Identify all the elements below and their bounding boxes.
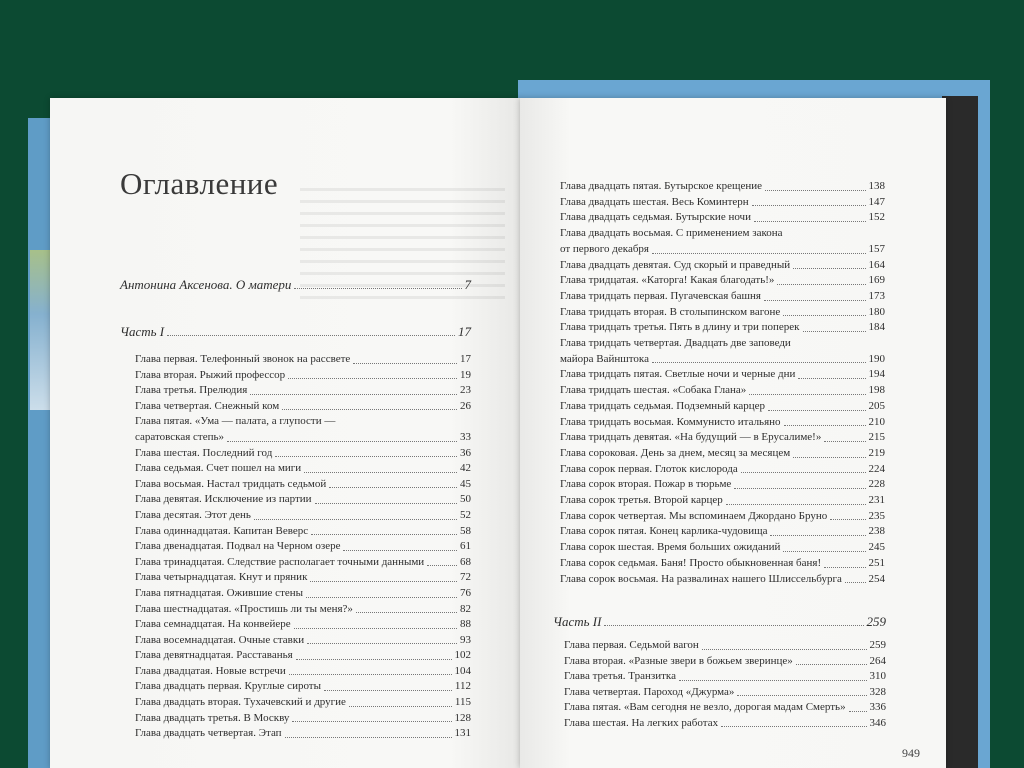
toc-entry-title: Глава двадцать третья. В Москву [135,711,290,724]
toc-entry-page: 194 [868,368,885,381]
dot-leader [604,625,863,626]
toc-entry-title: Глава сорок седьмая. Баня! Просто обыкновенная баня! [560,556,822,569]
toc-entry [135,539,471,555]
toc-entry-title: Глава сорок вторая. Пожар в тюрьме [560,478,732,491]
dot-leader [292,721,451,722]
toc-entry [135,492,471,508]
toc-entry-page: 45 [460,477,471,490]
toc-entry [135,726,471,742]
dot-leader [167,335,455,336]
toc-entry-page: 152 [868,211,885,224]
toc-entry-title: Глава двадцать девятая. Суд скорый и праведный [560,258,791,271]
toc-entry [135,570,471,586]
toc-entry [560,477,885,493]
toc-entry-title: Глава сорок четвертая. Мы вспоминаем Джордано Бруно [560,509,828,522]
dot-leader [343,550,457,551]
dot-leader [427,565,457,566]
toc-entry-title: Глава одиннадцатая. Капитан Веверс [135,524,309,537]
toc-entry-page: 131 [454,727,471,740]
toc-entry [135,477,471,493]
toc-entry-page: 254 [868,572,885,585]
toc-entry-page: 245 [868,541,885,554]
toc-entry [560,305,885,321]
dot-leader [764,300,866,301]
toc-entry [560,446,885,462]
toc-entry-page: 328 [869,685,886,698]
toc-entry [560,383,885,399]
dot-leader [824,441,865,442]
toc-entry [135,602,471,618]
dot-leader [824,567,865,568]
toc-entry-title: Глава шестая. Последний год [135,446,273,459]
toc-entry-title: Часть II [553,614,602,629]
toc-entry-title: Глава сорок пятая. Конец карлика-чудовища [560,525,768,538]
toc-entry-page: 72 [460,571,471,584]
toc-entry-title: Глава пятая. «Вам сегодня не везло, дорогая мадам Смерть» [564,701,846,713]
toc-entry [135,555,471,571]
toc-entry-title: Глава семнадцатая. На конвейере [135,618,291,631]
toc-entry-title: Глава тридцать шестая. «Собака Глана» [560,384,747,397]
toc-entry-title: саратовская степь» [135,430,225,443]
dot-leader [296,659,452,660]
toc-entry-title: Глава сорок третья. Второй карцер [560,494,723,507]
toc-entry-title: Глава тридцать девятая. «На будущий — в Ерусалиме!» [560,431,822,444]
toc-entry-page: 310 [869,670,886,682]
toc-entry-title: Глава тридцать вторая. В столыпинском вагоне [560,305,781,318]
toc-entry-page: 76 [460,586,471,599]
toc-entry-page: 58 [460,524,471,537]
toc-entry-page: 259 [866,614,886,629]
dot-leader [294,628,457,629]
toc-entry [135,508,471,524]
toc-entry [135,695,471,711]
toc-entry [135,633,471,649]
toc-entry [560,399,885,415]
toc-entry: Глава тридцать четвертая. Двадцать две заповеди [560,337,791,350]
toc-entry [560,179,885,195]
toc-entry-page: 184 [868,321,885,334]
toc-entry-title: Глава четырнадцатая. Кнут и пряник [135,571,308,584]
dot-leader [275,456,457,457]
toc-entry-page: 231 [868,494,885,507]
toc-entry [560,430,885,446]
dot-leader [770,535,865,536]
toc-entry [564,700,886,716]
toc-entry-title: Глава тринадцатая. Следствие располагает точными данными [135,555,425,568]
toc-entry [560,540,885,556]
dot-leader [254,519,457,520]
toc-entry-title: Глава тридцатая. «Каторга! Какая благодать!» [560,274,775,287]
toc-list-part2 [564,638,886,731]
toc-entry-title: Глава тридцать пятая. Светлые ночи и черные дни [560,368,796,381]
toc-entry-page: 17 [460,353,471,365]
dot-leader [783,315,865,316]
toc-entry-title: Глава двенадцатая. Подвал на Черном озере [135,540,341,553]
toc-entry-page: 23 [460,384,471,397]
toc-entry-page: 238 [868,525,885,538]
toc-entry-title: Глава двадцать шестая. Весь Коминтерн [560,195,749,208]
toc-entry-page: 235 [868,509,885,522]
toc-entry-page: 128 [454,711,471,724]
dot-leader [793,457,865,458]
dot-leader [652,362,866,363]
toc-entry-page: 180 [868,305,885,318]
toc-entry [135,617,471,633]
toc-entry-page: 102 [454,649,471,662]
toc-entry-title: Глава двадцать седьмая. Бутырские ночи [560,211,751,224]
toc-entry-title: Глава четвертая. Снежный ком [135,399,280,412]
toc-entry-page: 198 [868,384,885,397]
toc-entry [135,664,471,680]
toc-entry [560,493,885,509]
dot-leader [754,221,866,222]
dot-leader [652,253,866,254]
toc-entry-title: Глава тридцать третья. Пять в длину и три поперек [560,321,800,334]
toc-entry-page: 264 [869,654,886,667]
dot-leader [726,504,866,505]
toc-entry [560,509,885,525]
toc-entry-title: Глава сорок шестая. Время больших ожиданий [560,541,781,554]
toc-entry-page: 82 [460,602,471,615]
toc-entry-page: 17 [458,324,471,339]
toc-entry-page: 26 [460,399,471,412]
dot-leader [679,680,867,681]
toc-entry-page: 68 [460,555,471,568]
toc-entry-title: Глава тридцать седьмая. Подземный карцер [560,399,766,412]
page-number: 949 [902,746,920,760]
toc-entry-title: майора Вайнштока [560,352,649,365]
toc-entry-page: 19 [460,368,471,381]
toc-entry [135,446,471,462]
toc-list-left [135,352,471,742]
toc-entry [560,210,885,226]
toc-entry [560,289,885,305]
toc-entry-title: Антонина Аксенова. О матери [120,277,292,292]
toc-entry-page: 228 [868,478,885,491]
cover-illustration-fragment [30,250,52,410]
dot-leader [349,706,452,707]
toc-entry [135,368,471,384]
toc-entry-title: Глава первая. Седьмой вагон [564,639,699,651]
toc-entry [564,669,886,685]
page-title: Оглавление [120,166,279,201]
dot-leader [353,363,457,364]
toc-entry-page: 336 [869,701,886,713]
dot-leader [721,726,866,727]
toc-entry-page: 42 [460,462,471,475]
toc-entry-title: Глава третья. Транзитка [564,670,676,682]
dot-leader [734,488,865,489]
toc-entry [560,572,885,588]
toc-entry [135,586,471,602]
toc-entry [135,383,471,399]
toc-entry-title: Часть I [120,324,165,339]
toc-entry-title: Глава тридцать первая. Пугачевская башня [560,289,761,302]
dot-leader [304,472,457,473]
dot-leader [765,190,865,191]
toc-entry-page: 115 [454,696,471,709]
toc-entry-title: Глава двадцать четвертая. Этап [135,727,282,740]
toc-entry-title: Глава пятнадцатая. Ожившие стены [135,586,304,599]
toc-entry-page: 104 [454,664,471,677]
toc-entry [135,524,471,540]
toc-entry-title: Глава девятнадцатая. Расставанья [135,649,293,662]
toc-entry: Глава пятая. «Ума — палата, а глупости — [135,415,336,428]
toc-entry-title: Глава шестнадцатая. «Простишь ли ты меня?» [135,602,353,615]
dot-leader [294,288,461,289]
toc-entry-title: Глава сорок восьмая. На развалинах нашего Шлиссельбурга [560,572,842,585]
dot-leader [783,551,865,552]
toc-entry-page: 93 [460,633,471,646]
dot-leader [777,284,865,285]
toc-entry [560,367,885,383]
dot-leader [282,409,457,410]
dot-leader [311,534,457,535]
toc-entry [560,462,885,478]
toc-entry [564,654,886,670]
toc-entry-title: Глава сороковая. День за днем, месяц за месяцем [560,446,791,459]
toc-entry-page: 157 [868,242,885,255]
toc-entry-page: 36 [460,446,471,459]
dot-leader [737,695,866,696]
toc-entry-title: Глава седьмая. Счет пошел на миги [135,462,302,475]
toc-entry-page: 61 [460,540,471,553]
toc-part-heading [553,614,886,630]
toc-entry-page: 33 [460,430,471,443]
toc-entry [135,711,471,727]
toc-entry-page: 205 [868,399,885,412]
dot-leader [803,331,866,332]
toc-entry-title: Глава первая. Телефонный звонок на рассвете [135,353,351,365]
toc-entry [560,195,885,211]
toc-entry-title: Глава восемнадцатая. Очные ставки [135,633,305,646]
dot-leader [306,597,457,598]
toc-entry-title: Глава девятая. Исключение из партии [135,493,312,506]
toc-entry-page: 7 [464,277,471,292]
toc-entry [135,399,471,415]
dot-leader [307,643,457,644]
toc-entry-title: Глава сорок первая. Глоток кислорода [560,462,738,475]
toc-entry: Глава двадцать восьмая. С применением закона [560,227,783,240]
toc-entry [135,430,471,446]
toc-entry [560,415,885,431]
toc-entry-page: 210 [868,415,885,428]
toc-list-right [560,179,885,587]
dot-leader [849,711,867,712]
toc-entry-page: 251 [868,556,885,569]
book-endpaper-edge [942,96,978,768]
toc-entry [560,352,885,368]
dot-leader [310,581,457,582]
toc-entry-page: 190 [868,352,885,365]
toc-entry-page: 164 [868,258,885,271]
toc-entry-page: 346 [869,716,886,729]
dot-leader [793,268,865,269]
toc-entry [560,320,885,336]
dot-leader [752,205,866,206]
dot-leader [329,487,457,488]
toc-entry-title: Глава десятая. Этот день [135,508,251,521]
toc-entry-page: 88 [460,618,471,631]
toc-entry-title: Глава двадцатая. Новые встречи [135,664,286,677]
toc-entry-title: Глава двадцать пятая. Бутырское крещение [560,180,763,192]
toc-entry [560,524,885,540]
dot-leader [702,649,867,650]
dot-leader [845,582,866,583]
toc-entry-page: 173 [868,289,885,302]
toc-entry-title: Глава тридцать восьмая. Коммунисто итальяно [560,415,781,428]
toc-entry-page: 169 [868,274,885,287]
toc-entry-title: Глава третья. Прелюдия [135,384,248,397]
toc-entry-page: 50 [460,493,471,506]
toc-entry-title: Глава вторая. Рыжий профессор [135,368,286,381]
toc-entry-title: Глава восьмая. Настал тридцать седьмой [135,477,327,490]
dot-leader [796,664,867,665]
toc-entry [564,716,886,732]
toc-entry [560,242,885,258]
toc-entry [564,685,886,701]
toc-entry [135,461,471,477]
dot-leader [324,690,452,691]
toc-entry-page: 259 [869,639,886,651]
toc-entry [560,556,885,572]
toc-entry-page: 215 [868,431,885,444]
toc-entry-page: 219 [868,446,885,459]
dot-leader [768,410,865,411]
dot-leader [250,394,457,395]
toc-entry [560,273,885,289]
dot-leader [784,425,866,426]
dot-leader [289,674,452,675]
toc-entry-intro [120,277,471,293]
toc-entry-title: Глава четвертая. Пароход «Джурма» [564,685,735,698]
toc-entry-page: 147 [868,195,885,208]
dot-leader [741,472,866,473]
toc-entry-page: 52 [460,508,471,521]
toc-entry-page: 224 [868,462,885,475]
toc-entry [135,679,471,695]
toc-entry-title: от первого декабря [560,242,649,255]
dot-leader [288,378,457,379]
toc-entry-title: Глава вторая. «Разные звери в божьем зверинце» [564,654,793,667]
dot-leader [356,612,457,613]
toc-entry-page: 112 [454,680,471,693]
dot-leader [315,503,457,504]
toc-entry-title: Глава двадцать вторая. Тухачевский и другие [135,696,346,709]
toc-entry [135,352,471,368]
toc-entry [560,258,885,274]
dot-leader [798,378,865,379]
toc-entry-title: Глава двадцать первая. Круглые сироты [135,680,322,693]
dot-leader [830,519,865,520]
dot-leader [749,394,865,395]
dot-leader [227,441,457,442]
toc-entry [135,648,471,664]
toc-entry-title: Глава шестая. На легких работах [564,716,719,729]
toc-entry [564,638,886,654]
toc-part-heading [120,324,471,340]
dot-leader [285,737,452,738]
toc-entry-page: 138 [868,180,885,192]
